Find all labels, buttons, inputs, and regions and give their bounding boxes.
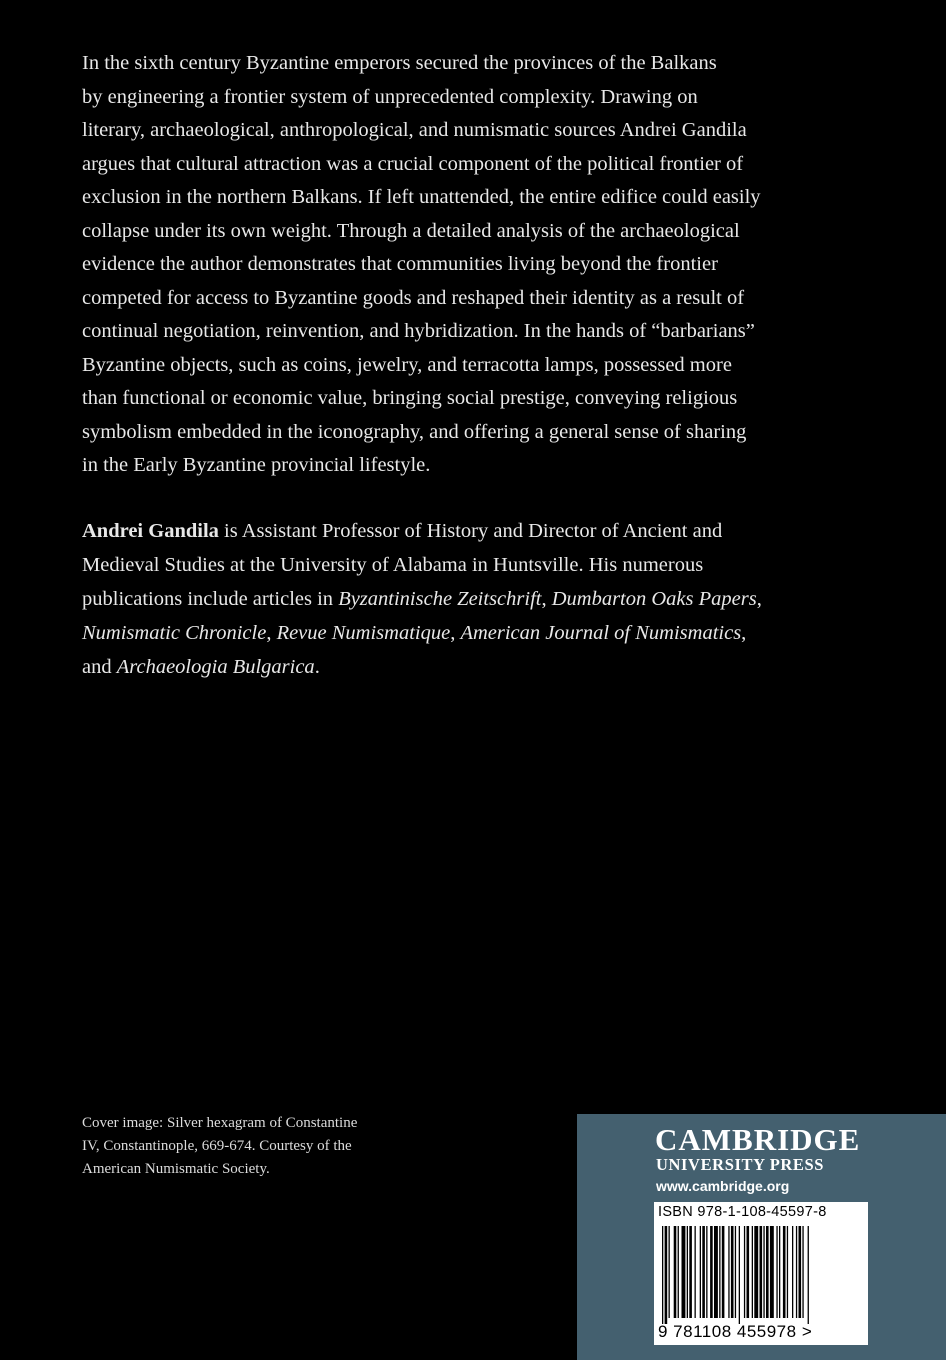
barcode-bar [702, 1226, 705, 1318]
author-bio [82, 514, 802, 684]
barcode-bar [796, 1226, 797, 1318]
separator: , [541, 588, 552, 610]
blurb-line: by engineering a frontier system of unprecedented complexity. Drawing on [82, 85, 698, 108]
separator: , [450, 622, 461, 644]
barcode-bar [682, 1226, 686, 1318]
barcode-bar [744, 1226, 745, 1318]
blurb-line: than functional or economic value, bringing social prestige, conveying religious [82, 387, 738, 409]
barcode-box [654, 1202, 868, 1345]
barcode-bar [714, 1226, 718, 1318]
credit-line: Cover image: Silver hexagram of Constantine [82, 1115, 358, 1131]
barcode-bar [735, 1226, 736, 1318]
description-blurb [82, 47, 802, 483]
bio-line-1 [82, 514, 802, 548]
blurb-line: literary, archaeological, anthropological, and numismatic sources Andrei Gandila [82, 119, 747, 141]
credit-line: IV, Constantinople, 669-674. Courtesy of the [82, 1138, 352, 1154]
barcode-bar [719, 1226, 720, 1318]
credit-line: American Numismatic Society. [82, 1161, 270, 1177]
barcode-bar [662, 1226, 663, 1324]
bio-text: is Assistant Professor of History and Director of Ancient and [218, 520, 723, 542]
publisher-url: www.cambridge.org [656, 1178, 790, 1194]
journal-title: Byzantinische Zeitschrift [338, 588, 542, 610]
isbn-label: ISBN 978-1-108-45597-8 [658, 1204, 827, 1220]
blurb-line: exclusion in the northern Balkans. If left unattended, the entire edifice could easily [82, 186, 761, 208]
journal-title: Numismatic Chronicle [82, 622, 267, 644]
bio-line-3 [82, 582, 802, 616]
barcode-bar [779, 1226, 780, 1318]
barcode-digits-text: 9 781108 455978 [658, 1322, 797, 1341]
publisher-logo-name: CAMBRIDGE [655, 1122, 861, 1157]
barcode-bar [706, 1226, 707, 1318]
barcode-bar [710, 1226, 713, 1318]
barcode-bar [695, 1226, 696, 1318]
journal-title: Dumbarton Oaks Papers [551, 588, 757, 610]
barcode-bar [802, 1226, 803, 1318]
separator: , [756, 588, 762, 610]
author-name: Andrei Gandila [82, 520, 219, 542]
barcode-bar [728, 1226, 729, 1318]
barcode-bar [776, 1226, 777, 1318]
barcode-bar [770, 1226, 774, 1318]
separator: , [266, 622, 277, 644]
separator: , [741, 622, 747, 644]
barcode-bar [766, 1226, 769, 1318]
barcode-number [658, 1322, 812, 1342]
barcode-bar [700, 1226, 701, 1318]
bio-text: publications include articles in [82, 588, 339, 610]
barcode-bar [763, 1226, 764, 1318]
blurb-line: evidence the author demonstrates that communities living beyond the frontier [82, 253, 718, 275]
barcode-bar [799, 1226, 802, 1318]
barcode-bar [739, 1226, 740, 1324]
barcode-bar [787, 1226, 788, 1318]
barcode-bar [669, 1226, 670, 1318]
barcode-bar [665, 1226, 668, 1324]
blurb-line: collapse under its own weight. Through a detailed analysis of the archaeological [82, 219, 740, 242]
blurb-line: competed for access to Byzantine goods and reshaped their identity as a result of [82, 286, 745, 309]
blurb-line: In the sixth century Byzantine emperors secured the provinces of the Balkans [82, 52, 717, 74]
journal-title: Revue Numismatique [276, 622, 451, 644]
barcode-bar [792, 1226, 793, 1318]
publisher-logo-subtitle: UNIVERSITY PRESS [656, 1155, 825, 1174]
blurb-line: in the Early Byzantine provincial lifestyle. [82, 454, 431, 476]
journal-title: Archaeologia Bulgarica [116, 656, 315, 678]
cover-image-credit [82, 1112, 422, 1181]
blurb-line: continual negotiation, reinvention, and hybridization. In the hands of “barbarians” [82, 320, 755, 342]
journal-title: American Journal of Numismatics [460, 622, 742, 644]
barcode-bar [754, 1226, 758, 1318]
barcode-bar [808, 1226, 809, 1324]
barcode-bar [674, 1226, 677, 1318]
barcode-bar [678, 1226, 679, 1318]
barcode-bar [722, 1226, 725, 1318]
barcode-bar [731, 1226, 734, 1318]
barcode-bar [747, 1226, 750, 1318]
blurb-line: Byzantine objects, such as coins, jewelry, and terracotta lamps, possessed more [82, 353, 732, 376]
bio-text: and [82, 656, 117, 678]
barcode-bar [687, 1226, 688, 1318]
barcode-icon [660, 1226, 856, 1324]
bio-line-4 [82, 616, 802, 650]
bio-line-2: Medieval Studies at the University of Alabama in Huntsville. His numerous [82, 554, 704, 576]
barcode-bar [783, 1226, 786, 1318]
barcode-bar [760, 1226, 763, 1318]
blurb-line: symbolism embedded in the iconography, and offering a general sense of sharing [82, 420, 747, 443]
bio-line-5 [82, 650, 802, 684]
blurb-line: argues that cultural attraction was a crucial component of the political frontier of [82, 152, 744, 175]
barcode-arrow: > [801, 1322, 813, 1341]
separator: . [314, 656, 320, 678]
barcode-bar [689, 1226, 692, 1318]
publisher-panel [577, 1114, 946, 1360]
barcode-bar [752, 1226, 753, 1318]
